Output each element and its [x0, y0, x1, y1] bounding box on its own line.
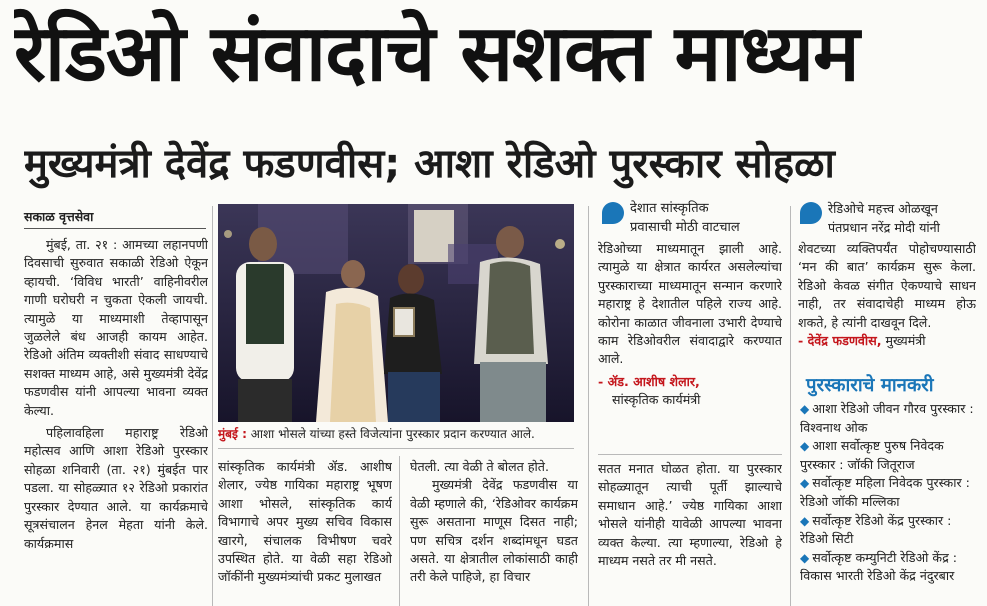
- paragraph: पहिलावहिला महाराष्ट्र रेडिओ महोत्सव आणि आशा रेडिओ पुरस्कार सोहळा शनिवारी (ता. २१) मुंबईत पार पडला. या सोहळ्यात १२ रेडिओ प्रकारांत पुरस्कार देण्यात आले. या कार्यक्रमाचे सूत्रसंचालन हेनल मेहता यांनी केले. कार्यक्रमास: [24, 425, 208, 551]
- event-photo: [218, 204, 574, 422]
- quote-2: [798, 240, 976, 368]
- diamond-bullet-icon: ◆: [800, 476, 810, 491]
- paragraph: घेतली. त्या वेळी ते बोलत होते.: [410, 459, 549, 474]
- column-divider: [588, 206, 589, 606]
- quote-1-lead: [630, 200, 780, 237]
- column-divider: [790, 206, 791, 606]
- diamond-bullet-icon: ◆: [800, 402, 810, 416]
- winners-heading: पुरस्काराचे मानकरी: [806, 375, 934, 396]
- quote-1-lead-line: प्रवासाची मोठी वाटचाल: [630, 219, 740, 235]
- column-divider: [399, 456, 400, 606]
- caption-rule: [218, 448, 574, 449]
- article-column-1: [24, 236, 208, 606]
- speech-bubble-icon: [602, 202, 624, 224]
- quote-1-lead-line: देशात सांस्कृतिक: [630, 201, 709, 216]
- quote-2-body: शेवटच्या व्यक्तिपर्यंत पोहोचण्यासाठी ‘मन की बात’ कार्यक्रम सुरू केला. रेडिओ केवळ संगीत ऐकण्याचे साधन नाही, तर संवादाचेही माध्यम होऊ शकते, हे त्यांनी दाखवून दिले.: [798, 241, 976, 330]
- list-item: [800, 549, 976, 586]
- winner-text: आशा रेडिओ जीवन गौरव पुरस्कार : विश्वनाथ ओक: [800, 401, 974, 435]
- winner-text: सर्वोत्कृष्ट कम्युनिटी रेडिओ केंद्र : विकास भारती रेडिओ केंद्र नंदुरबार: [800, 549, 958, 584]
- quote-2-lead: [828, 200, 978, 237]
- byline: सकाळ वृत्तसेवा: [24, 209, 94, 224]
- paragraph: मुख्यमंत्री देवेंद्र फडणवीस या वेळी म्हणाले की, ‘रेडिओवर कार्यक्रम सुरू असताना माणूस दिसत नाही; पण सचित्र दर्शन शब्दांमधून घडत असते. या क्षेत्रातील लोकांसाठी काही तरी केले पाहिजे, हा विचार: [410, 477, 578, 585]
- subheadline: मुख्यमंत्री देवेंद्र फडणवीस; आशा रेडिओ पुरस्कार सोहळा: [24, 141, 835, 187]
- article-column-4: [598, 460, 782, 606]
- list-item: [800, 474, 976, 511]
- byline-rule: [24, 228, 206, 229]
- photo-caption: [218, 424, 574, 444]
- quote-rule: [598, 454, 782, 455]
- quote-2-attribution: - देवेंद्र फडणवीस,: [798, 333, 882, 349]
- award-ceremony-image: [218, 204, 574, 422]
- column-divider: [212, 206, 213, 606]
- winners-list: [800, 400, 976, 606]
- diamond-bullet-icon: ◆: [800, 550, 810, 565]
- quote-2-lead-line: रेडिओचे महत्त्व ओळखून: [828, 201, 938, 216]
- caption-place: मुंबई :: [218, 427, 247, 441]
- article-column-2: [218, 458, 392, 606]
- list-item: [800, 512, 976, 549]
- diamond-bullet-icon: ◆: [800, 439, 810, 454]
- winner-text: सर्वोत्कृष्ट रेडिओ केंद्र पुरस्कार : रेडिओ सिटी: [800, 512, 952, 547]
- headline: रेडिओ संवादाचे सशक्त माध्यम: [14, 9, 859, 99]
- winner-text: आशा सर्वोत्कृष्ट पुरुष निवेदक पुरस्कार : जॉकी जितूराज: [800, 438, 944, 472]
- paragraph: सांस्कृतिक कार्यमंत्री ॲड. आशीष शेलार, ज्येष्ठ गायिका महाराष्ट्र भूषण आशा भोसले, सांस्कृतिक कार्य विभागाचे अपर मुख्य सचिव विकास खारगे, संचालक विभीषण चवरे उपस्थित होते. या वेळी सहा रेडिओ जॉकींनी मुख्यमंत्र्यांची प्रकट मुलाखत: [218, 459, 392, 585]
- quote-1-attribution: - ॲड. आशीष शेलार,: [598, 373, 700, 389]
- quote-2-attribution-title: मुख्यमंत्री: [881, 333, 926, 349]
- list-item: [800, 400, 976, 437]
- diamond-bullet-icon: ◆: [800, 513, 810, 528]
- speech-bubble-icon: [800, 202, 822, 224]
- paragraph: मुंबई, ता. २१ : आमच्या लहानपणी दिवसाची सुरुवात सकाळी रेडिओ ऐकून व्हायची. ‘विविध भारती’ वाहिनीवरील गाणी घरोघरी न चुकता ऐकली जायची. त्यामुळे या माध्यमाशी तेव्हापासून जुळलेले बंध आजही कायम आहेत. रेडिओ अंतिम व्यक्तीशी संवाद साधण्याचे सशक्त माध्यम आहे, असे मुख्यमंत्री देवेंद्र फडणवीस यांनी आपल्या भावना व्यक्त केल्या.: [24, 237, 208, 418]
- quote-1-body: रेडिओच्या माध्यमातून झाली आहे. त्यामुळे या क्षेत्रात कार्यरत असलेल्यांचा पुरस्काराच्या माध्यमातून सन्मान करणारे महाराष्ट्र हे देशातील पहिले राज्य आहे. कोरोना काळात जीवनाला उभारी देण्याचे काम रेडिओवरील संवादाद्वारे करण्यात आले.: [598, 241, 782, 367]
- winner-text: सर्वोत्कृष्ट महिला निवेदक पुरस्कार : रेडिओ जॉकी मल्लिका: [800, 475, 970, 509]
- quote-1: [598, 240, 782, 444]
- paragraph: सतत मनात घोळत होता. या पुरस्कार सोहळ्यातून त्याची पूर्ती झाल्याचे समाधान आहे.’ ज्येष्ठ गायिका आशा भोसले यांनीही यावेळी आपल्या भावना व्यक्त केल्या. त्या म्हणाल्या, रेडिओ हे माध्यम नसते तर मी नसते.: [598, 461, 782, 569]
- list-item: [800, 437, 976, 474]
- caption-text: आशा भोसले यांच्या हस्ते विजेत्यांना पुरस्कार प्रदान करण्यात आले.: [246, 427, 535, 441]
- quote-2-lead-line: पंतप्रधान नरेंद्र मोदी यांनी: [828, 219, 940, 235]
- article-column-3: [410, 458, 578, 606]
- quote-1-attribution-title: सांस्कृतिक कार्यमंत्री: [612, 392, 701, 408]
